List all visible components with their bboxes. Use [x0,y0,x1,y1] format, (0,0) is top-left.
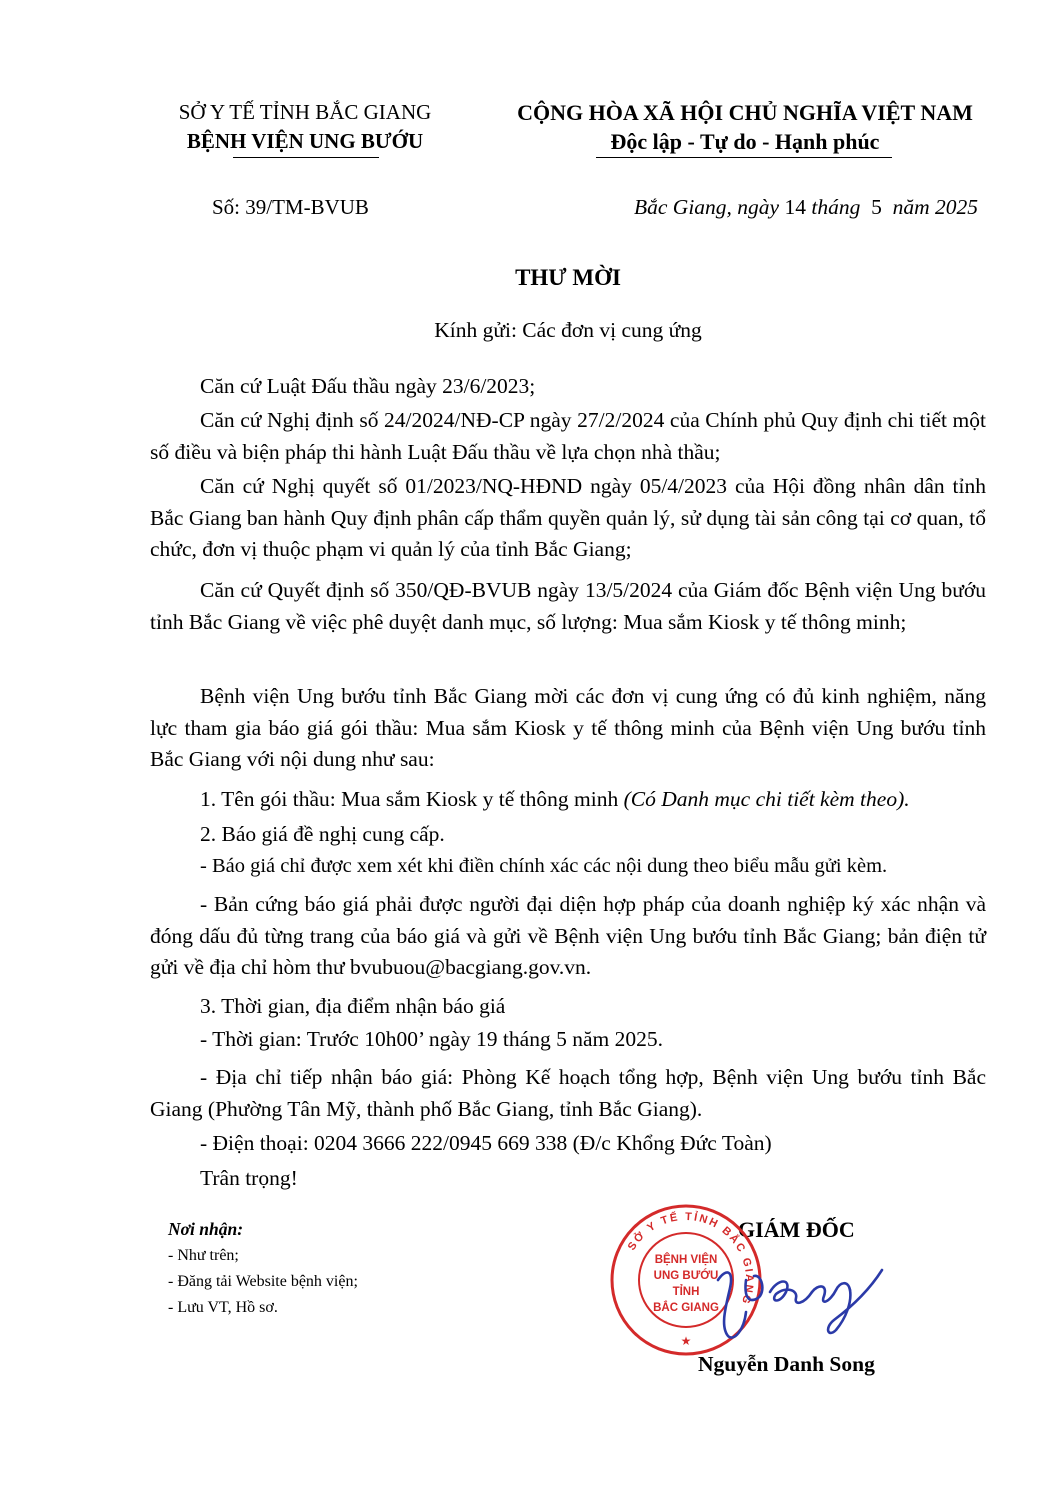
org-parent: SỞ Y TẾ TỈNH BẮC GIANG [178,100,432,124]
signer-position: GIÁM ĐỐC [738,1217,855,1242]
recipient-item: - Lưu VT, Hồ sơ. [168,1299,278,1316]
item-2: 2. Báo giá đề nghị cung cấp. [200,822,445,846]
item-1-text: 1. Tên gói thầu: Mua sắm Kiosk y tế thông minh [200,787,619,811]
recipient-item: - Như trên; [168,1247,239,1264]
item-1-note: (Có Danh mục chi tiết kèm theo). [623,787,910,811]
stamp-line-1: BỆNH VIỆN [654,1254,718,1266]
stamp-ring-text: SỞ Y TẾ TỈNH BẮC GIANG [625,1210,756,1307]
date-month: 5 [871,195,882,219]
item-3-phone: - Điện thoại: 0204 3666 222/0945 669 338 (Đ/c Khổng Đức Toàn) [200,1131,772,1155]
item-1 [150,787,910,812]
org-underline [233,157,379,158]
doc-number-suffix: /TM-BVUB [266,195,369,219]
item-2-a: - Báo giá chỉ được xem xét khi điền chính xác các nội dung theo biểu mẫu gửi kèm. [200,855,888,877]
closing: Trân trọng! [200,1166,298,1190]
recipients-heading: Nơi nhận: [168,1219,244,1239]
motto: Độc lập - Tự do - Hạnh phúc [610,129,880,154]
item-2-b: - Bản cứng báo giá phải được người đại diện hợp pháp của doanh nghiệp ký xác nhận và đóng dấu đủ từng trang của báo giá và gửi về Bệnh viện Ung bướu tỉnh Bắc Giang; bản điện tử gửi về địa chỉ hòm thư bvubuou@bacgiang.gov.vn. [150,892,986,980]
date-year: năm 2025 [892,195,978,219]
basis-decree: Căn cứ Nghị định số 24/2024/NĐ-CP ngày 27/2/2024 của Chính phủ Quy định chi tiết một số điều và biện pháp thi hành Luật Đấu thầu về lựa chọn nhà thầu; [150,408,986,464]
basis-resolution: Căn cứ Nghị quyết số 01/2023/NQ-HĐND ngày 05/4/2023 của Hội đồng nhân dân tỉnh Bắc Giang ban hành Quy định phân cấp thẩm quyền quản lý, sử dụng tài sản công tại cơ quan, tổ chức, đơn vị thuộc phạm vi quản lý của tỉnh Bắc Giang; [150,474,986,562]
stamp-line-2: UNG BƯỚU [653,1270,719,1282]
signer-name: Nguyễn Danh Song [698,1352,875,1376]
stamp-star: ★ [680,1334,692,1348]
doc-number-value: 39 [245,195,267,219]
basis-decision: Căn cứ Quyết định số 350/QĐ-BVUB ngày 13/5/2024 của Giám đốc Bệnh viện Ung bướu tỉnh Bắc Giang về việc phê duyệt danh mục, số lượng: Mua sắm Kiosk y tế thông minh; [150,578,986,634]
date-month-label: tháng [811,195,861,219]
handwritten-signature [700,1240,890,1350]
org-name: BỆNH VIỆN UNG BƯỚU [186,129,424,153]
motto-underline [596,157,892,158]
basis-law: Căn cứ Luật Đấu thầu ngày 23/6/2023; [200,374,536,398]
document-date [634,195,978,220]
item-3-address: - Địa chỉ tiếp nhận báo giá: Phòng Kế hoạch tổng hợp, Bệnh viện Ung bướu tỉnh Bắc Giang (Phường Tân Mỹ, thành phố Bắc Giang, tỉnh Bắc Giang). [150,1065,986,1121]
date-place: Bắc Giang, ngày [634,195,780,219]
stamp-line-4: BẮC GIANG [653,1302,719,1314]
recipient-item: - Đăng tải Website bệnh viện; [168,1273,358,1290]
doc-number-prefix: Số: [212,195,241,219]
letter-title: THƯ MỜI [515,265,621,290]
salutation: Kính gửi: Các đơn vị cung ứng [434,318,702,342]
invitation-paragraph: Bệnh viện Ung bướu tỉnh Bắc Giang mời các đơn vị cung ứng có đủ kinh nghiệm, năng lực tham gia báo giá gói thầu: Mua sắm Kiosk y tế thông minh của Bệnh viện Ung bướu tỉnh Bắc Giang với nội dung như sau: [150,684,986,772]
nation-title: CỘNG HÒA XÃ HỘI CHỦ NGHĨA VIỆT NAM [517,100,973,125]
item-3: 3. Thời gian, địa điểm nhận báo giá [200,994,506,1018]
document-number [212,195,369,220]
stamp-line-3: TỈNH [672,1286,700,1298]
item-3-time: - Thời gian: Trước 10h00’ ngày 19 tháng 5 năm 2025. [200,1027,663,1051]
date-day: 14 [784,195,806,219]
